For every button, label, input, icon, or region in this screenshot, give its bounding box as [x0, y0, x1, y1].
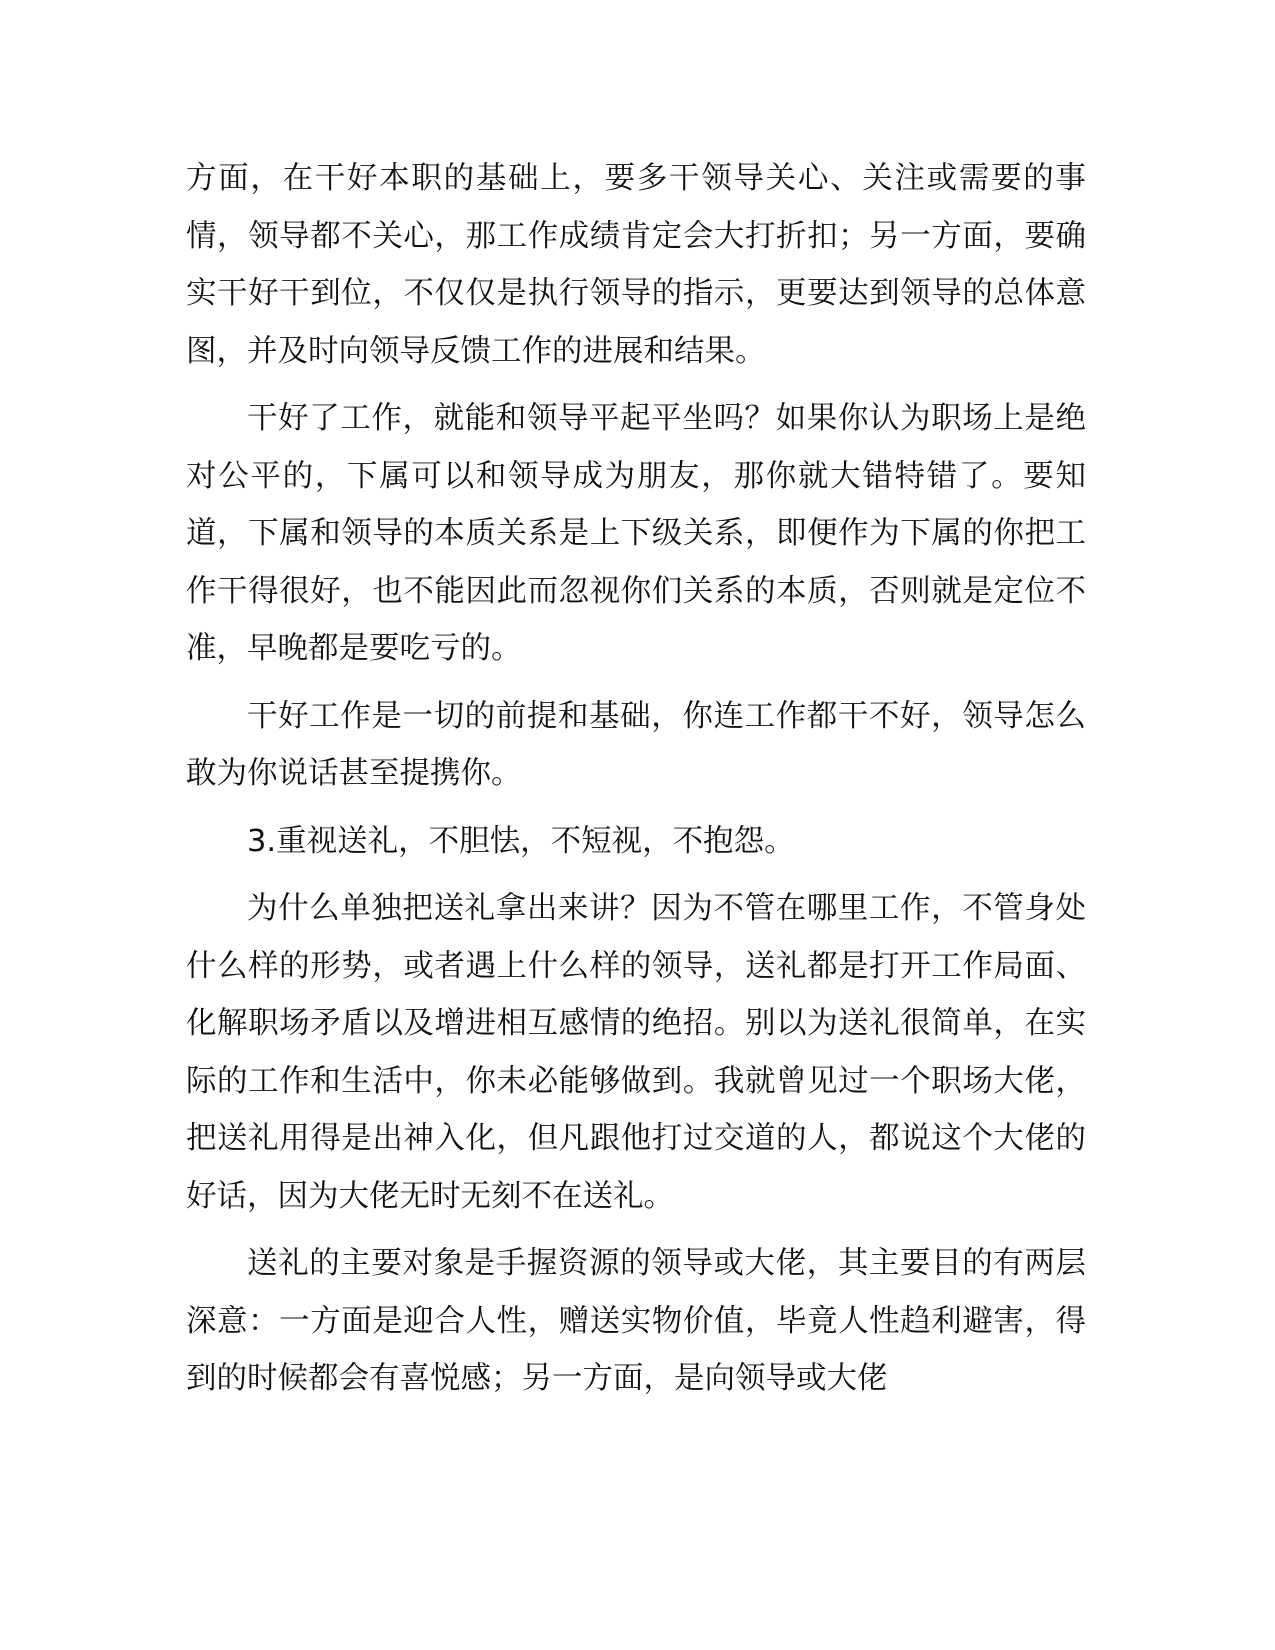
- document-page: [186, 150, 1086, 1418]
- paragraph-body: 干好工作是一切的前提和基础，你连工作都干不好，领导怎么敢为你说话甚至提携你。: [186, 698, 1086, 791]
- paragraph-continuation: 方面，在干好本职的基础上，要多干领导关心、关注或需要的事情，领导都不关心，那工作成绩肯定会大打折扣；另一方面，要确实干好干到位，不仅仅是执行领导的指示，更要达到领导的总体意图，并及时向领导反馈工作的进展和结果。: [186, 161, 1086, 369]
- paragraph-body: 干好了工作，就能和领导平起平坐吗？如果你认为职场上是绝对公平的，下属可以和领导成为朋友，那你就大错特错了。要知道，下属和领导的本质关系是上下级关系，即便作为下属的你把工作干得很好，也不能因此而忽视你们关系的本质，否则就是定位不准，早晚都是要吃亏的。: [186, 401, 1086, 666]
- section-heading: 3.重视送礼，不胆怯，不短视，不抱怨。: [247, 823, 795, 859]
- paragraph-body: 为什么单独把送礼拿出来讲？因为不管在哪里工作，不管身处什么样的形势，或者遇上什么样的领导，送礼都是打开工作局面、化解职场矛盾以及增进相互感情的绝招。别以为送礼很简单，在实际的工作和生活中，你未必能够做到。我就曾见过一个职场大佬，把送礼用得是出神入化，但凡跟他打过交道的人，都说这个大佬的好话，因为大佬无时无刻不在送礼。: [186, 891, 1086, 1214]
- paragraph-body: 送礼的主要对象是手握资源的领导或大佬，其主要目的有两层深意：一方面是迎合人性，赠送实物价值，毕竟人性趋利避害，得到的时候都会有喜悦感；另一方面，是向领导或大佬: [186, 1246, 1086, 1396]
